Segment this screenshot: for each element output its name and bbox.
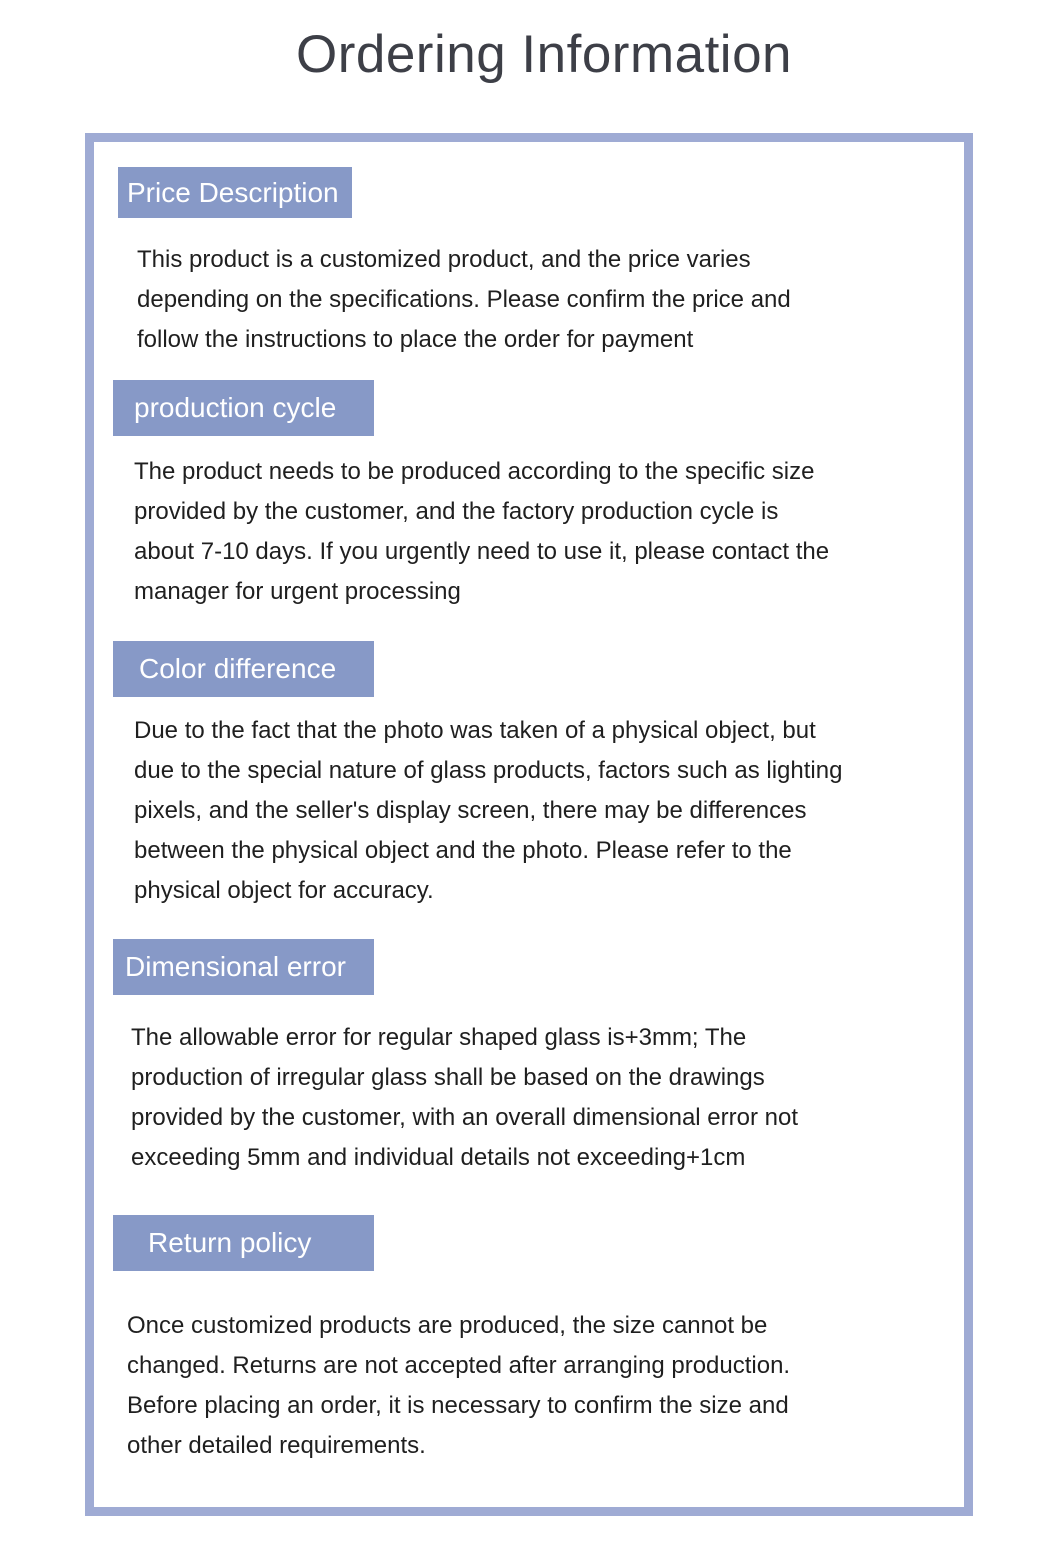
section-text-dimensional-error: The allowable error for regular shaped glass is+3mm; The production of irregular glass shall be based on the drawings provided by the customer, with an overall dimensional error not exceeding 5mm and individual details not exceeding+1cm (131, 1024, 799, 1171)
section-text-return-policy: Once customized products are produced, the size cannot be changed. Returns are not accepted after arranging production. Before placing an order, it is necessary to confirm the size and other detailed requirements. (127, 1312, 791, 1459)
section-heading-dimensional-error: Dimensional error (113, 939, 374, 995)
section-heading-production-cycle: production cycle (113, 380, 374, 436)
section-heading-color-difference: Color difference (113, 641, 374, 697)
section-heading-price-description: Price Description (118, 167, 352, 218)
section-text-price-description: This product is a customized product, and the price varies depending on the specifications. Please confirm the price and follow the instructions to place the order for payment (137, 246, 791, 353)
page-title: Ordering Information (295, 25, 793, 84)
section-heading-return-policy: Return policy (113, 1215, 374, 1271)
section-text-production-cycle: The product needs to be produced according to the specific size provided by the customer, and the factory production cycle is about 7-10 days. If you urgently need to use it, please contact the manager for urgent processing (134, 458, 830, 605)
section-text-color-difference: Due to the fact that the photo was taken of a physical object, but due to the special nature of glass products, factors such as lighting pixels, and the seller's display screen, there may be differences between the physical object and the photo. Please refer to the physical object for accuracy. (134, 717, 843, 904)
